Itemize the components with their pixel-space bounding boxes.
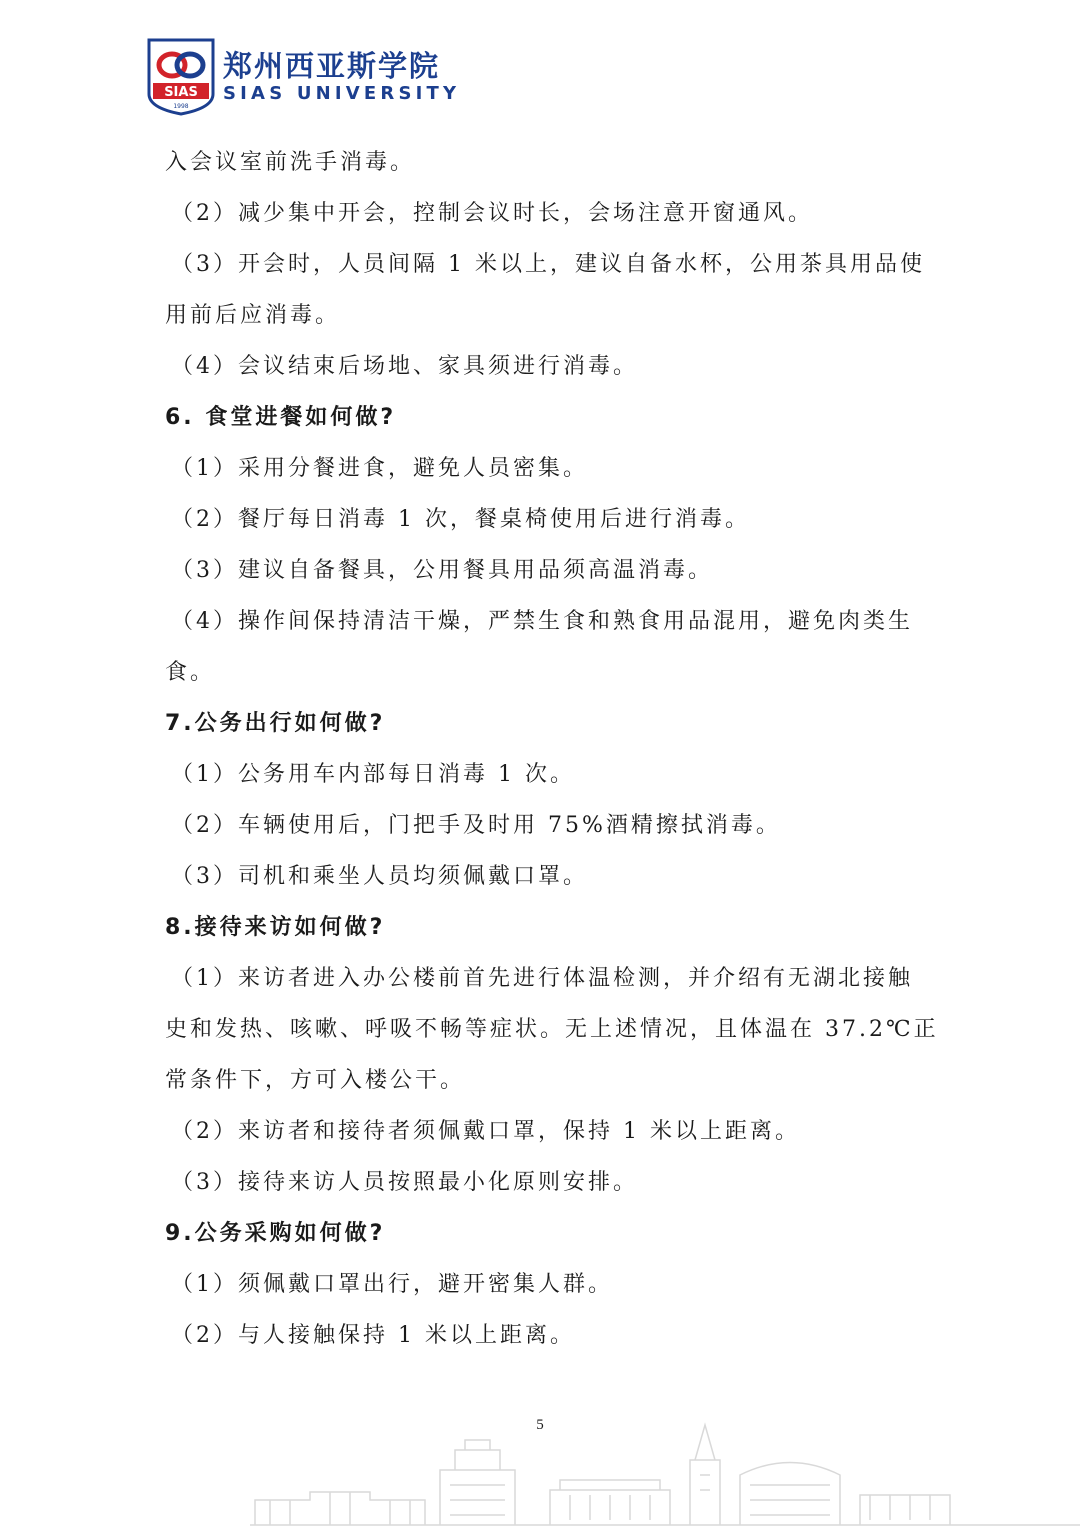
paragraph-line: （2）与人接触保持 1 米以上距离。 (171, 1323, 575, 1348)
paragraph-line: （1）公务用车内部每日消毒 1 次。 (171, 762, 575, 787)
university-logo (147, 38, 215, 116)
paragraph-line: （4）操作间保持清洁干燥，严禁生食和熟食用品混用，避免肉类生 (171, 609, 913, 634)
paragraph-line: （4）会议结束后场地、家具须进行消毒。 (171, 354, 638, 379)
paragraph-line: 用前后应消毒。 (165, 303, 341, 328)
section-heading: 6. 食堂进餐如何做? (165, 405, 397, 430)
paragraph-line: （2）减少集中开会，控制会议时长，会场注意开窗通风。 (171, 201, 813, 226)
section-heading: 9.公务采购如何做? (165, 1221, 386, 1246)
paragraph-line: （3）开会时，人员间隔 1 米以上，建议自备水杯，公用茶具用品使 (171, 252, 925, 277)
paragraph-line: 食。 (165, 660, 216, 685)
logo-text: SIAS (164, 85, 198, 100)
section-heading: 8.接待来访如何做? (165, 915, 386, 940)
paragraph-line: 史和发热、咳嗽、呼吸不畅等症状。无上述情况，且体温在 37.2℃正 (165, 1017, 939, 1042)
paragraph-line: （1）须佩戴口罩出行，避开密集人群。 (171, 1272, 613, 1297)
paragraph-line: （2）来访者和接待者须佩戴口罩，保持 1 米以上距离。 (171, 1119, 800, 1144)
paragraph-line: （1）采用分餐进食，避免人员密集。 (171, 456, 588, 481)
paragraph-line: （1）来访者进入办公楼前首先进行体温检测，并介绍有无湖北接触 (171, 966, 913, 991)
campus-skyline-watermark (250, 1420, 1080, 1528)
paragraph-line: （2）餐厅每日消毒 1 次，餐桌椅使用后进行消毒。 (171, 507, 750, 532)
section-heading: 7.公务出行如何做? (165, 711, 386, 736)
header (147, 38, 460, 116)
paragraph-line: 常条件下，方可入楼公干。 (165, 1068, 466, 1093)
document-body (165, 137, 939, 1361)
logo-year: 1998 (173, 103, 189, 110)
paragraph-line: （3）接待来访人员按照最小化原则安排。 (171, 1170, 638, 1195)
paragraph-line: 入会议室前洗手消毒。 (165, 150, 416, 175)
shield-icon (147, 38, 215, 116)
university-name-en: SIAS UNIVERSITY (223, 83, 461, 104)
paragraph-line: （3）建议自备餐具，公用餐具用品须高温消毒。 (171, 558, 713, 583)
page-number: 5 (536, 1417, 544, 1433)
paragraph-line: （2）车辆使用后，门把手及时用 75%酒精擦拭消毒。 (171, 813, 781, 838)
paragraph-line: （3）司机和乘坐人员均须佩戴口罩。 (171, 864, 588, 889)
brand (223, 49, 460, 105)
university-name-cn: 郑州西亚斯学院 (223, 49, 441, 83)
